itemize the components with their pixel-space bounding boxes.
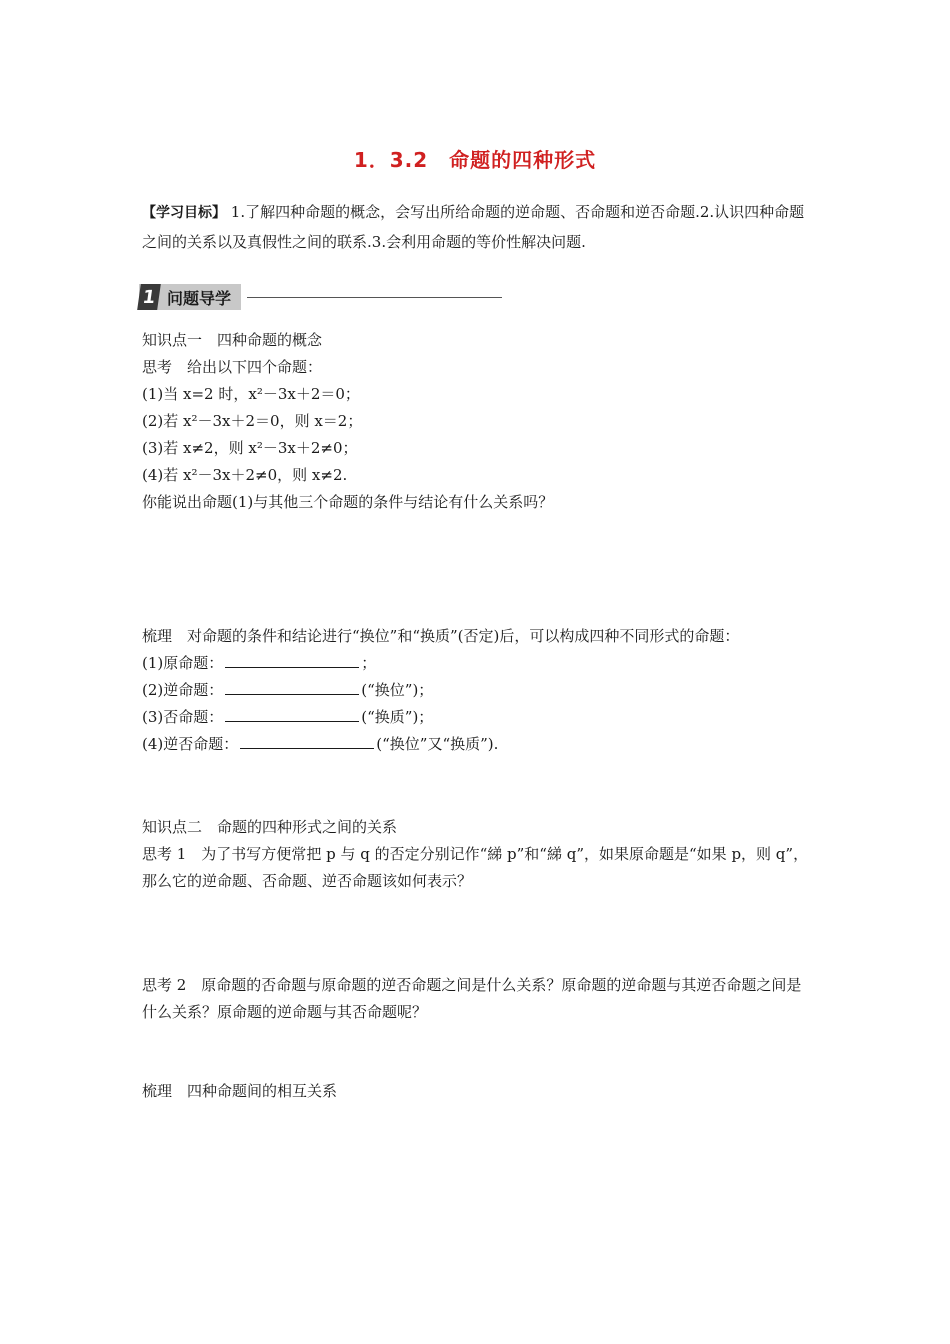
section-number: 1 [137,284,161,310]
think-2: 思考 2 原命题的否命题与原命题的逆否命题之间是什么关系？原命题的逆命题与其逆否命题之间是什么关系？原命题的逆命题与其否命题呢？ [142,976,802,1021]
summary-item-prefix: (2)逆命题： [142,681,224,699]
proposition-item: (4)若 x²－3x＋2≠0，则 x≠2. [142,466,348,484]
summary-2-title: 梳理 四种命题间的相互关系 [142,1082,338,1100]
section-label: 问题导学 [167,288,232,308]
summary-item-prefix: (3)否命题： [142,708,224,726]
section-badge [139,284,241,310]
section-divider [247,297,502,298]
think-2-block [142,972,814,1026]
summary-item-prefix: (4)逆否命题： [142,735,239,753]
learning-goals [142,198,812,257]
summary-item-prefix: (1)原命题： [142,654,224,672]
summary-1-intro: 梳理 对命题的条件和结论进行“换位”和“换质”(否定)后，可以构成四种不同形式的命题： [142,627,740,645]
summary-2-block [142,1078,814,1105]
answer-blank[interactable] [225,652,359,668]
summary-item [142,704,814,731]
think-question: 你能说出命题(1)与其他三个命题的条件与结论有什么关系吗？ [142,493,554,511]
summary-item-suffix: (“换位”)； [361,681,434,699]
section-header-problem-guide [139,284,502,310]
knowledge-point-2-title: 知识点二 命题的四种形式之间的关系 [142,818,398,836]
learning-goals-label: 【学习目标】 [142,205,226,221]
answer-blank[interactable] [240,733,374,749]
knowledge-point-1 [142,327,814,516]
think-intro: 思考 给出以下四个命题： [142,358,323,376]
knowledge-point-2 [142,814,814,895]
summary-item [142,650,814,677]
proposition-item: (2)若 x²－3x＋2＝0，则 x＝2； [142,412,363,430]
knowledge-point-1-title: 知识点一 四种命题的概念 [142,331,323,349]
summary-item-suffix: (“换质”)； [361,708,434,726]
page-title: 1．3.2 命题的四种形式 [353,148,597,172]
think-1: 思考 1 为了书写方便常把 p 与 q 的否定分别记作“綈 p”和“綈 q”，如果原命题是“如果 p，则 q”，那么它的逆命题、否命题、逆否命题该如何表示？ [142,845,809,890]
answer-blank[interactable] [225,706,359,722]
summary-item-suffix: (“换位”又“换质”). [376,735,499,753]
proposition-item: (3)若 x≠2，则 x²－3x＋2≠0； [142,439,358,457]
learning-goals-text: 1.了解四种命题的概念，会写出所给命题的逆命题、否命题和逆否命题.2.认识四种命题之间的关系以及真假性之间的联系.3.会利用命题的等价性解决问题. [142,203,805,251]
proposition-item: (1)当 x=2 时，x²－3x＋2＝0； [142,385,360,403]
summary-item [142,677,814,704]
summary-item-suffix: ； [361,654,377,672]
summary-1 [142,623,814,758]
answer-blank[interactable] [225,679,359,695]
summary-item [142,731,814,758]
